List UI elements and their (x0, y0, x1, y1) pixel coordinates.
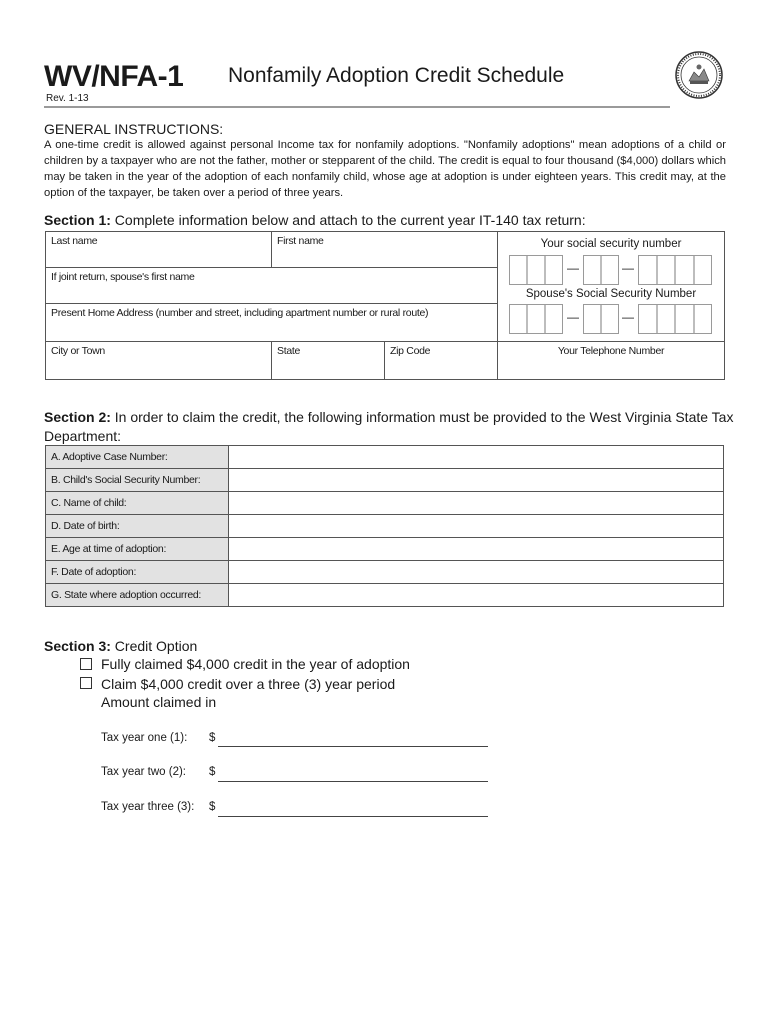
section2-row-input[interactable] (229, 446, 723, 468)
city-label: City or Town (51, 345, 105, 357)
section2-row-input[interactable] (229, 561, 723, 583)
tax-year-one-input[interactable] (218, 746, 488, 747)
state-label: State (277, 345, 301, 357)
form-id: WV/NFA-1 (44, 60, 184, 93)
option1-checkbox[interactable] (80, 658, 92, 670)
last-name-label: Last name (51, 235, 98, 247)
section2-row-d[interactable] (45, 515, 724, 538)
tax-year-two-label: Tax year two (2): (101, 766, 186, 778)
telephone-label: Your Telephone Number (557, 345, 665, 357)
section2-row-input[interactable] (229, 469, 723, 491)
first-name-field[interactable] (271, 231, 498, 268)
dollar-sign: $ (209, 801, 216, 813)
first-name-label: First name (277, 235, 324, 247)
revision-label: Rev. 1-13 (46, 93, 89, 104)
spouse-ssn-part2[interactable] (583, 304, 619, 334)
dash: — (567, 261, 579, 275)
section2-row-label: C. Name of child: (46, 492, 229, 514)
section2-row-e[interactable] (45, 538, 724, 561)
section2-text: In order to claim the credit, the following information must be provided to the West Virginia State Tax Department: (44, 409, 734, 444)
your-ssn-part2[interactable] (583, 255, 619, 285)
section3-text: Credit Option (110, 638, 198, 654)
option2-checkbox[interactable] (80, 677, 92, 689)
section2-row-f[interactable] (45, 561, 724, 584)
section1-heading (44, 212, 586, 228)
address-label: Present Home Address (number and street, including apartment number or rural route) (51, 307, 429, 319)
last-name-field[interactable] (45, 231, 272, 268)
section2-row-input[interactable] (229, 492, 723, 514)
dollar-sign: $ (209, 732, 216, 744)
general-instructions-body: A one-time credit is allowed against personal Income tax for nonfamily adoptions. "Nonfamily adoptions" mean adoptions of a child or children by a taxpayer who are not the father, mother or stepparent of the child. The credit is equal to four thousand ($4,000) dollars which may be taken in the year of the adoption of each nonfamily child, whose age at adoption is under eighteen years. This credit may, at the option of the taxpayer, be taken over a period of three years. (44, 139, 727, 199)
amount-claimed-label: Amount claimed in (101, 694, 217, 710)
dash: — (622, 310, 634, 324)
section2-row-b[interactable] (45, 469, 724, 492)
header-rule (44, 106, 670, 108)
section2-row-label: G. State where adoption occurred: (46, 584, 229, 606)
option1-label: Fully claimed $4,000 credit in the year of adoption (101, 656, 410, 672)
address-field[interactable] (45, 303, 498, 342)
section3-label: Section 3: (44, 638, 111, 654)
spouse-first-name-field[interactable] (45, 267, 498, 304)
city-field[interactable] (45, 341, 272, 380)
section2-row-a[interactable] (45, 446, 724, 469)
zip-label: Zip Code (390, 345, 431, 357)
section1-label: Section 1: (44, 212, 111, 228)
section2-row-input[interactable] (229, 515, 723, 537)
general-instructions-heading: GENERAL INSTRUCTIONS: (44, 121, 224, 137)
zip-field[interactable] (384, 341, 498, 380)
section2-row-label: F. Date of adoption: (46, 561, 229, 583)
your-ssn-part3[interactable] (638, 255, 712, 285)
dash: — (622, 261, 634, 275)
section2-heading (44, 408, 734, 446)
spouse-ssn-part3[interactable] (638, 304, 712, 334)
section2-row-label: D. Date of birth: (46, 515, 229, 537)
option2-label: Claim $4,000 credit over a three (3) year period (101, 676, 396, 692)
dash: — (567, 310, 579, 324)
spouse-ssn-label: Spouse's Social Security Number (525, 288, 697, 300)
tax-year-one-label: Tax year one (1): (101, 732, 188, 744)
your-ssn-part1[interactable] (509, 255, 563, 285)
tax-year-two-input[interactable] (218, 781, 488, 782)
section2-label: Section 2: (44, 409, 111, 425)
your-ssn-label: Your social security number (540, 238, 682, 250)
section1-text: Complete information below and attach to the current year IT-140 tax return: (110, 212, 586, 228)
spouse-ssn-part1[interactable] (509, 304, 563, 334)
state-seal-icon (674, 50, 724, 100)
section2-row-input[interactable] (229, 538, 723, 560)
form-title: Nonfamily Adoption Credit Schedule (228, 64, 565, 87)
tax-year-three-input[interactable] (218, 816, 488, 817)
tax-year-three-label: Tax year three (3): (101, 801, 195, 813)
section2-row-label: A. Adoptive Case Number: (46, 446, 229, 468)
section2-row-c[interactable] (45, 492, 724, 515)
spouse-first-name-label: If joint return, spouse's first name (51, 271, 195, 283)
section3-heading (44, 638, 197, 654)
section2-row-input[interactable] (229, 584, 723, 606)
section2-row-g[interactable] (45, 584, 724, 607)
dollar-sign: $ (209, 766, 216, 778)
state-field[interactable] (271, 341, 385, 380)
section2-row-label: E. Age at time of adoption: (46, 538, 229, 560)
section2-row-label: B. Child's Social Security Number: (46, 469, 229, 491)
